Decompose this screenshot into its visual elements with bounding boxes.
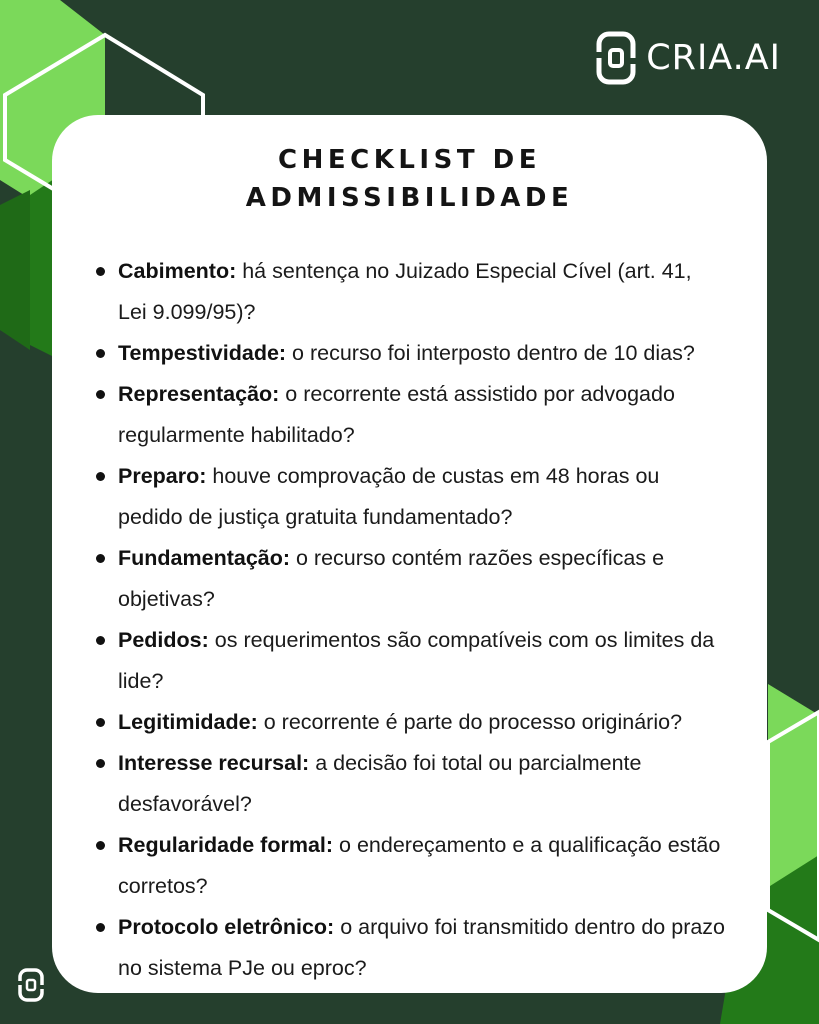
item-label: Regularidade formal: [118, 833, 334, 857]
item-text: há sentença no Juizado Especial Cível (art. 41, Lei 9.099/95)? [118, 259, 692, 324]
checklist-item-regularidade-formal [96, 825, 726, 907]
item-label: Protocolo eletrônico: [118, 915, 335, 939]
item-text: o arquivo foi transmitido dentro do prazo no sistema PJe ou eproc? [118, 915, 726, 980]
item-text: o recorrente é parte do processo originário? [257, 710, 683, 734]
checklist-item-pedidos [96, 620, 726, 702]
checklist-item-representacao [96, 374, 726, 456]
checklist-item-protocolo-eletronico [96, 907, 726, 989]
brand-name: CRIA.AI [646, 38, 781, 78]
item-text: o recurso contém razões específicas e objetivas? [118, 546, 665, 611]
item-label: Cabimento: [118, 259, 237, 283]
item-label: Legitimidade: [118, 710, 258, 734]
item-label: Representação: [118, 382, 280, 406]
title-line-2: ADMISSIBILIDADE [245, 183, 574, 213]
page-title [52, 141, 767, 217]
item-text: o endereçamento e a qualificação estão corretos? [118, 833, 721, 898]
title-line-1: CHECKLIST DE [278, 145, 541, 175]
item-text: o recurso foi interposto dentro de 10 dias? [286, 341, 695, 365]
corner-logo-icon [18, 968, 44, 1002]
checklist [96, 251, 726, 989]
item-label: Pedidos: [118, 628, 209, 652]
brand-logo [596, 30, 781, 86]
item-label: Preparo: [118, 464, 207, 488]
checklist-item-interesse-recursal [96, 743, 726, 825]
item-label: Tempestividade: [118, 341, 287, 365]
checklist-item-cabimento [96, 251, 726, 333]
hexagon-dark-left-lower [0, 190, 30, 350]
item-text: a decisão foi total ou parcialmente desfavorável? [118, 751, 642, 816]
item-label: Fundamentação: [118, 546, 291, 570]
item-label: Interesse recursal: [118, 751, 310, 775]
checklist-item-legitimidade [96, 702, 726, 743]
checklist-item-fundamentacao [96, 538, 726, 620]
cria-logo-icon [596, 31, 636, 85]
checklist-item-tempestividade [96, 333, 726, 374]
item-text: o recorrente está assistido por advogado regularmente habilitado? [118, 382, 675, 447]
item-text: os requerimentos são compatíveis com os limites da lide? [118, 628, 715, 693]
checklist-item-preparo [96, 456, 726, 538]
item-text: houve comprovação de custas em 48 horas ou pedido de justiça gratuita fundamentado? [118, 464, 660, 529]
